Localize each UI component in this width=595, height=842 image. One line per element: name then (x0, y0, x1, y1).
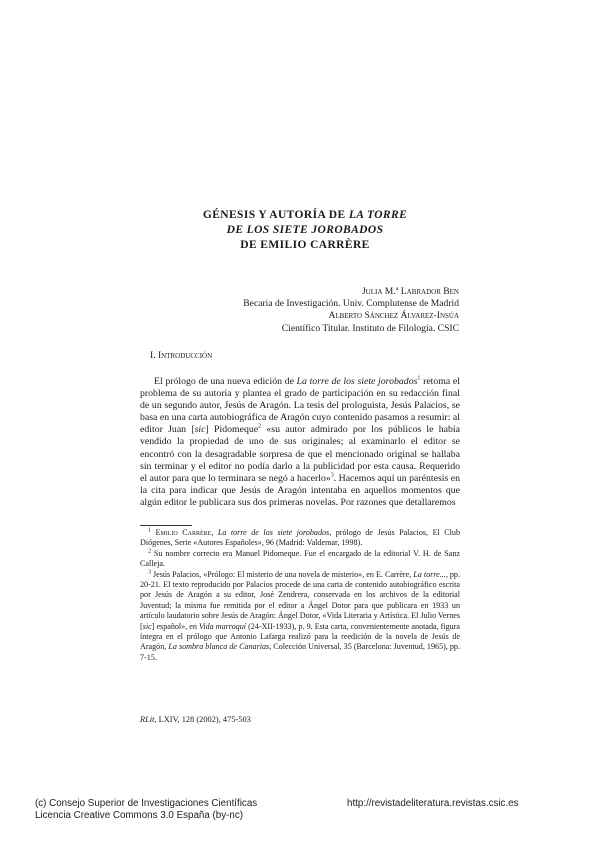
copyright-text: (c) Consejo Superior de Investigaciones Científicas (35, 798, 258, 809)
author-block (150, 286, 459, 335)
article-title (120, 208, 490, 253)
author-name: Alberto Sánchez Álvarez-Insúa (328, 310, 459, 322)
journal-reference: RLit, LXIV, 128 (2002), 475-503 (140, 715, 251, 724)
author-affiliation: Becaria de Investigación. Univ. Complutense de Madrid (243, 298, 459, 310)
license-text: Licencia Creative Commons 3.0 España (by-nc) (35, 810, 244, 821)
body-paragraph: El prólogo de una nueva edición de La torre de los siete jorobados$^1$ retoma el problema de su autoría y plantea el grado de participación en su redacción final de un segundo autor, Jesús de Aragón. La tesis del prologuista, Jesús Palacios, se basa en una carta autobiográfica de Aragón cuyo contenido pasamos a resumir: al editor Juan [sic] Pidomeque$^2$ «su autor admirado por los públicos le había vendido la propiedad de uno de sus originales; al examinarlo el editor se encontró con la desagradable sorpresa de que el mencionado original se hallaba sin terminar y el editor no podía darlo a la publicidad por esta causa. Requerido el autor para que lo terminara se negó a hacerlo»$^3$. Hacemos aquí un paréntesis en la cita para indicar que Jesús de Aragón intentaba en aquellos momentos que algún editor le publicara sus dos primeras novelas. Por razones que detallaremos (140, 375, 460, 508)
author-affiliation: Científico Titular. Instituto de Filología. CSIC (281, 322, 459, 334)
url-footer (347, 798, 519, 810)
title-line-3: DE EMILIO CARRÈRE (240, 239, 370, 251)
license-footer (35, 798, 257, 822)
body-text (140, 376, 460, 509)
footnote-1: $^1$ Emilio Carrère, La torre de los siete jorobados, prólogo de Jesús Palacios, El Club Diógenes, Serie «Autores Españoles», 96 (Madrid: Valdemar, 1998). (140, 527, 460, 548)
title-line-2: DE LOS SIETE JOROBADOS (226, 224, 384, 236)
footnote-2: $^2$ Su nombre correcto era Manuel Pidomeque. Fue el encargado de la editorial V. H. de Sanz Calleja. (140, 548, 460, 569)
author-name: Julia M.ª Labrador Ben (361, 286, 459, 297)
footnote-separator (140, 525, 192, 526)
section-heading: I. Introducción (150, 350, 213, 361)
journal-url-link[interactable]: http://revistadeliteratura.revistas.csic.es (347, 798, 519, 809)
footnote-3: $^3$ Jesús Palacios, «Prólogo: El misterio de una novela de misterio», en E. Carrère, La torre..., pp. 20-21. El texto reproducido por Palacios procede de una carta de contenido autobiográfico escrita por Jesús de Aragón a su editor, José Zendrera, conservada en los archivos de la editorial Juventud; la misma fue remitida por el editor a Ángel Dotor para que publicara en 1933 un artículo laudatorio sobre Jesús de Aragón: Ángel Dotor, «Vida Literaria y Artística. El Julio Vernes [sic] español», en Vida marroquí (24-XII-1933), p. 9. Esta carta, convenientemente anotada, figura íntegra en el prólogo que Antonio Lafarga realizó para la reedición de la novela de Jesús de Aragón, La sombra blanca de Canarias, Colección Universal, 35 (Barcelona: Juventud, 1965), pp. 7-15. (140, 568, 461, 662)
footnotes (140, 528, 460, 663)
title-line-1: GÉNESIS Y AUTORÍA DE LA TORRE (202, 209, 408, 221)
